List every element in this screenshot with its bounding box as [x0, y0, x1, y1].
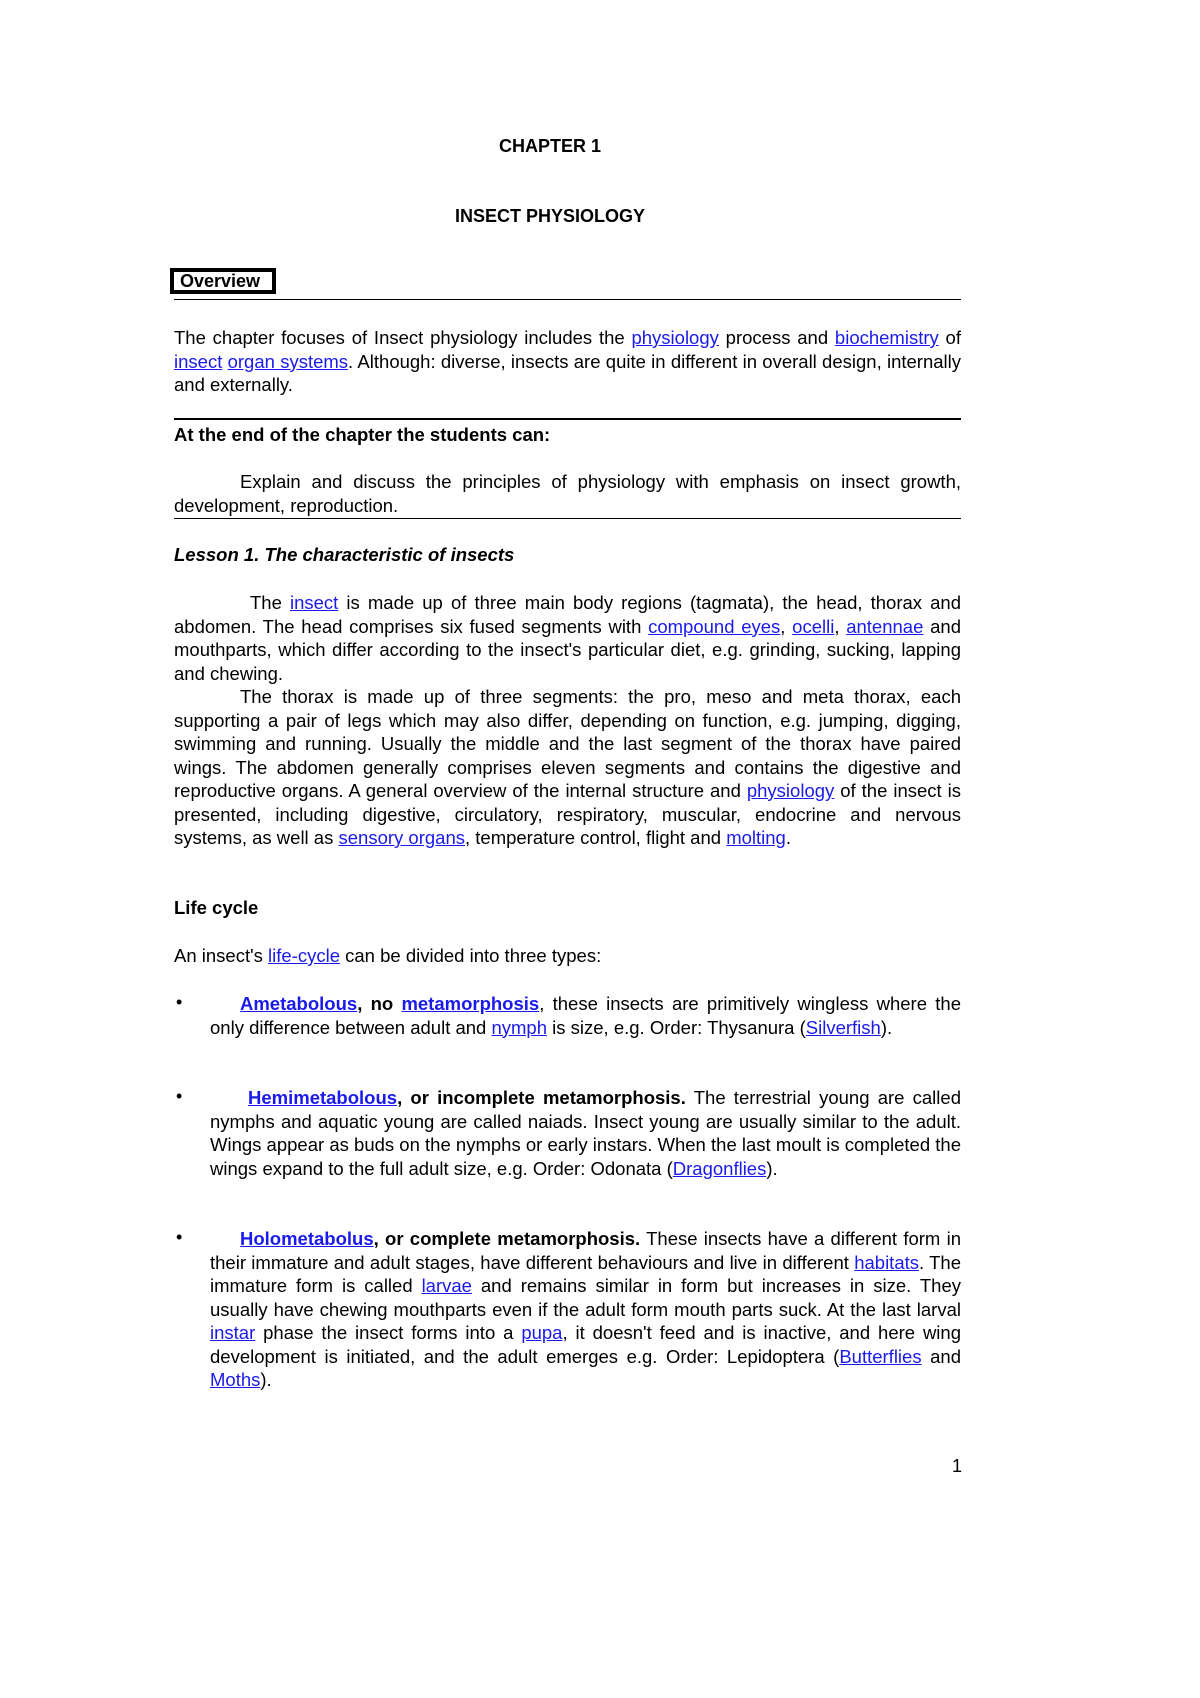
bullet-marker-3: •	[176, 1227, 183, 1247]
b3-text-7: and	[921, 1345, 961, 1367]
link-hemimetabolous[interactable]: Hemimetabolous	[248, 1087, 398, 1108]
b3-text-5: phase the insect forms into a	[255, 1322, 522, 1343]
lesson-p1-text-3: ,	[780, 615, 793, 637]
lesson-p2-text-4: .	[785, 827, 791, 848]
b3-text-4: and remains similar in form but increases in size. They usually have chewing mouthparts even if the adult form mouth parts suck. At the last larval	[210, 1275, 961, 1320]
overview-text-1: The chapter focuses of Insect physiology includes the	[174, 327, 632, 348]
b3-text-8: ).	[260, 1369, 272, 1390]
link-organ-systems[interactable]: organ systems	[227, 350, 349, 372]
link-dragonflies[interactable]: Dragonflies	[672, 1157, 767, 1179]
b2-text-2: The terrestrial young are called nymphs and aquatic young are called naiads. Insect young are usually similar to the adult. Wings appear as buds on the nymphs or early instars. When the last moult is completed the wings expand to the full adult size, e.g. Order: Odonata (	[210, 1087, 961, 1179]
link-larvae[interactable]: larvae	[421, 1275, 472, 1296]
lesson-p2-text-3: , temperature control, flight and	[464, 827, 727, 848]
b3-text-2: These insects have a different form in their immature and adult stages, have different behaviours and live in different	[210, 1228, 961, 1273]
lifecycle-intro	[174, 944, 961, 968]
link-butterflies[interactable]: Butterflies	[839, 1345, 922, 1367]
b1-text-1: , no	[357, 993, 402, 1014]
b1-text-3: is size, e.g. Order: Thysanura (	[547, 1016, 806, 1038]
chapter-title: INSECT PHYSIOLOGY	[454, 206, 646, 226]
bullet-ametabolous	[210, 992, 961, 1039]
overview-paragraph	[174, 326, 961, 397]
link-moths[interactable]: Moths	[210, 1369, 261, 1390]
link-holometabolus[interactable]: Holometabolus	[240, 1228, 374, 1249]
overview-text-3: of	[938, 327, 961, 348]
bullet-marker-1: •	[176, 992, 183, 1012]
link-nymph[interactable]: nymph	[491, 1016, 548, 1038]
link-physiology-2[interactable]: physiology	[746, 780, 835, 801]
bullet-marker-2: •	[176, 1086, 183, 1106]
lesson-p1-text-4: ,	[834, 615, 847, 637]
link-sensory-organs[interactable]: sensory organs	[338, 827, 465, 848]
lesson-paragraph-1	[174, 591, 961, 685]
lesson-paragraph-2	[174, 685, 961, 850]
lesson-p1-text-5: and mouthparts, which differ according to the insect's particular diet, e.g. grinding, sucking, lapping and chewing.	[174, 615, 961, 684]
link-life-cycle[interactable]: life-cycle	[268, 945, 340, 966]
link-ametabolous[interactable]: Ametabolous	[240, 993, 358, 1014]
overview-label-box	[170, 268, 276, 294]
overview-text-2: process and	[718, 327, 835, 348]
lifecycle-heading: Life cycle	[174, 897, 259, 918]
objectives-heading: At the end of the chapter the students can:	[174, 424, 551, 445]
link-instar[interactable]: instar	[210, 1322, 256, 1343]
lifecycle-intro-text-1: An insect's	[174, 945, 269, 966]
link-biochemistry[interactable]: biochemistry	[834, 327, 939, 348]
objectives-top-rule	[174, 418, 961, 420]
objectives-text: Explain and discuss the principles of physiology with emphasis on insect growth, development, reproduction.	[174, 471, 961, 516]
lesson-p2-text-2: of the insect is presented, including digestive, circulatory, respiratory, muscular, endocrine and nervous systems, as well as	[174, 780, 961, 848]
link-molting[interactable]: molting	[726, 827, 786, 848]
link-compound-eyes[interactable]: compound eyes	[648, 615, 781, 637]
b2-text-1: , or incomplete metamorphosis.	[397, 1087, 686, 1108]
link-silverfish[interactable]: Silverfish	[805, 1016, 881, 1038]
link-pupa[interactable]: pupa	[521, 1322, 563, 1343]
link-insect[interactable]: insect	[174, 350, 223, 372]
link-ocelli[interactable]: ocelli	[792, 615, 835, 637]
b1-text-4: ).	[880, 1016, 893, 1038]
lesson-p1-text-1: The	[250, 592, 290, 613]
bullet-holometabolus	[210, 1227, 961, 1392]
lesson-p1-text-2: is made up of three main body regions (tagmata), the head, thorax and abdomen. The head comprises six fused segments with	[174, 592, 961, 637]
b3-text-6: , it doesn't feed and is inactive, and here wing development is initiated, and the adult emerges e.g. Order: Lepidoptera (	[210, 1322, 961, 1367]
b3-text-1: , or complete metamorphosis.	[373, 1228, 641, 1249]
objectives-bottom-rule	[174, 518, 961, 519]
lesson-title: Lesson 1. The characteristic of insects	[174, 544, 515, 565]
b3-text-3: . The immature form is called	[210, 1251, 962, 1296]
chapter-label: CHAPTER 1	[498, 136, 601, 156]
page-number: 1	[952, 1456, 963, 1476]
overview-rule	[174, 299, 961, 300]
overview-text-5: . Although: diverse, insects are quite in different in overall design, internally and externally.	[174, 350, 962, 395]
overview-label: Overview	[180, 271, 261, 291]
link-insect-2[interactable]: insect	[289, 592, 339, 613]
b1-text-2: , these insects are primitively wingless where the only difference between adult and	[210, 993, 961, 1038]
b2-text-3: ).	[766, 1157, 778, 1179]
lesson-p2-text-1: The thorax is made up of three segments: the pro, meso and meta thorax, each supporting a pair of legs which may also differ, depending on function, e.g. jumping, digging, swimming and running. Usually the middle and the last segment of the thorax have paired wings. The abdomen generally comprises eleven segments and contains the digestive and reproductive organs. A general overview of the internal structure and	[174, 686, 961, 801]
link-metamorphosis[interactable]: metamorphosis	[401, 993, 540, 1014]
link-antennae[interactable]: antennae	[846, 615, 924, 637]
link-physiology[interactable]: physiology	[631, 327, 719, 348]
link-habitats[interactable]: habitats	[854, 1251, 919, 1273]
lifecycle-intro-text-2: can be divided into three types:	[340, 945, 602, 966]
bullet-hemimetabolous	[210, 1086, 961, 1180]
